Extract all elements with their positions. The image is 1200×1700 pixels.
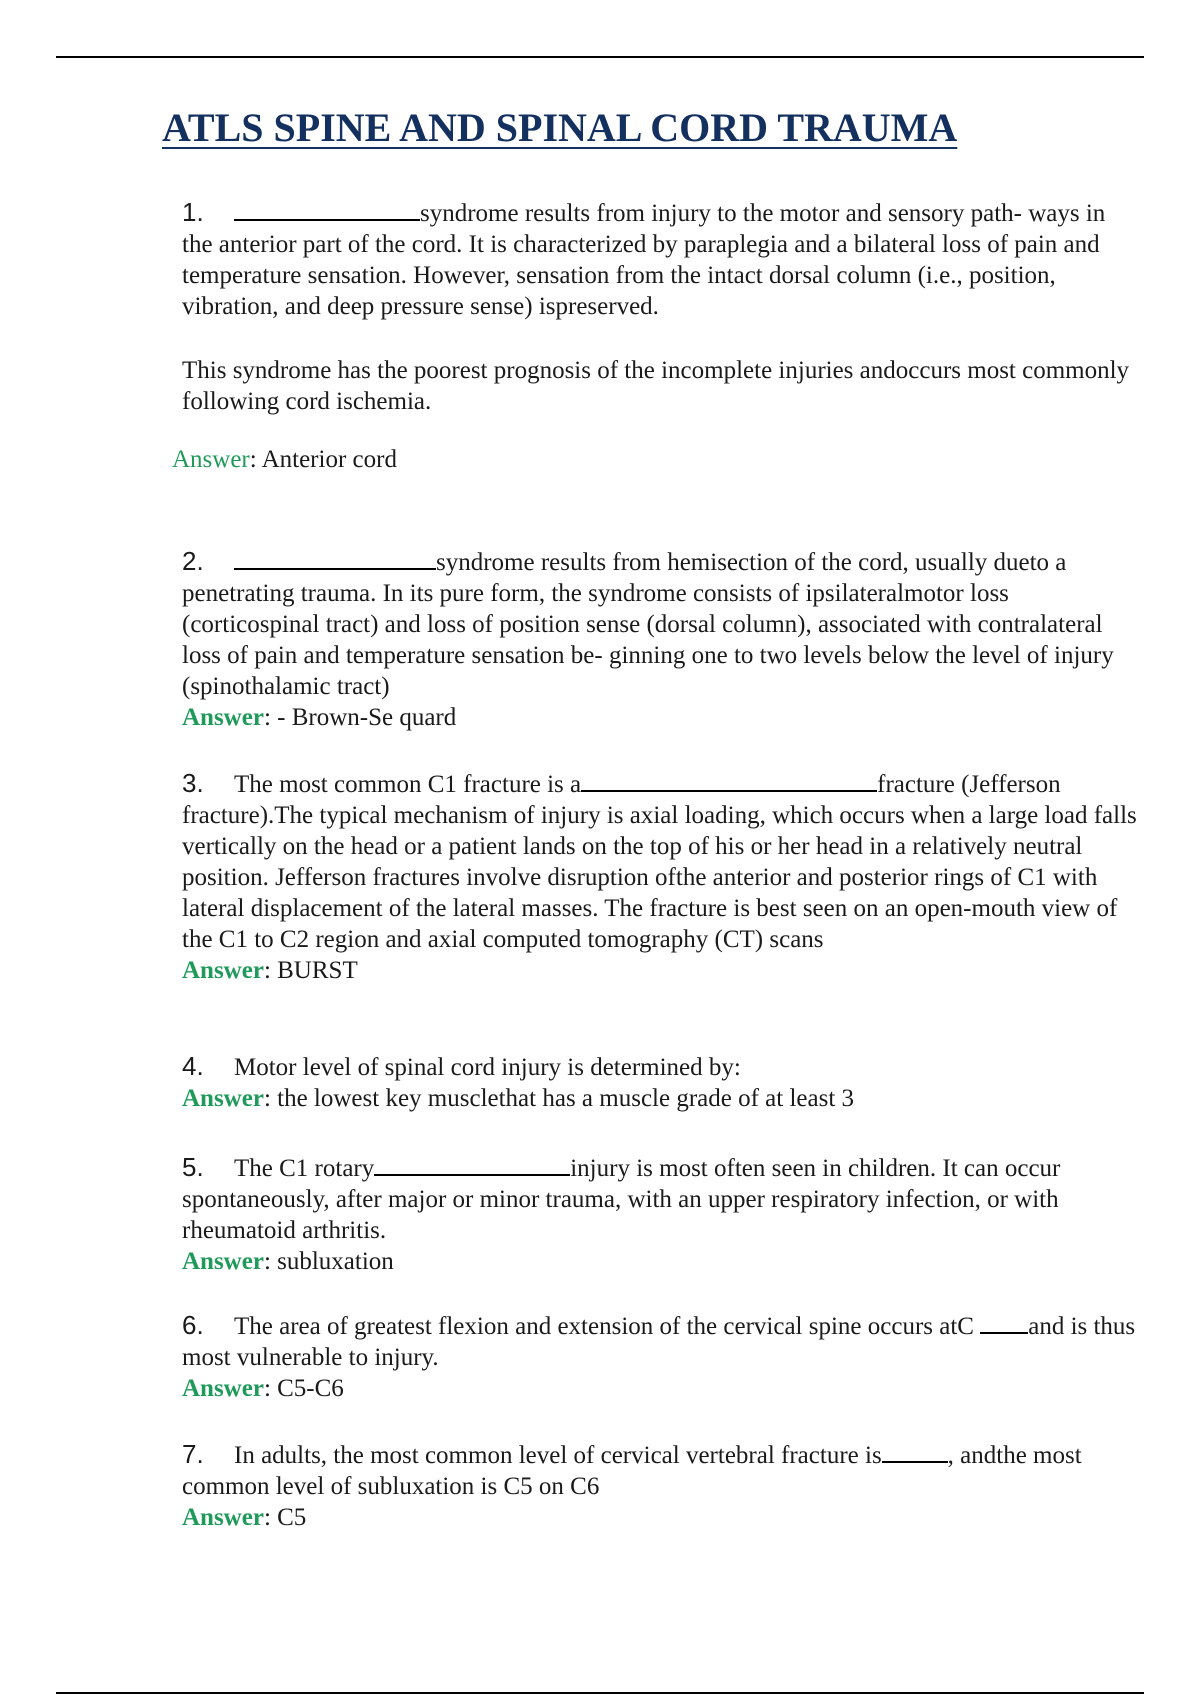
question-7 [182,1439,1142,1533]
question-6-text: 6. The area of greatest flexion and extension of the cervical spine occurs atC and is thus most vulnerable to injury. [182,1310,1136,1371]
top-rule [56,56,1144,58]
answer-6 [182,1373,1142,1404]
answer-text: : C5-C6 [263,1375,344,1402]
answer-label: Answer [182,957,264,984]
answer-1 [172,444,397,475]
answer-label: Answer [182,704,264,731]
fill-blank [374,1152,570,1176]
answer-7 [182,1502,1142,1533]
answer-text: : - Brown-Se quard [263,704,457,731]
question-5 [182,1152,1142,1277]
answer-5 [182,1246,1142,1277]
question-number: 6. [182,1310,204,1340]
question-number: 2. [182,546,204,576]
question-number: 4. [182,1051,204,1081]
answer-text: : BURST [263,957,358,984]
answer-label: Answer [182,1375,264,1402]
question-number: 7. [182,1439,204,1469]
question-2-text: 2. syndrome results from hemisection of the cord, usually dueto a penetrating trauma. In its pure form, the syndrome consists of ipsilateralmotor loss (corticospinal tract) and loss of position sense (dorsal column), associated with contralateral loss of pain and temperature sensation be- ginning one to two levels below the level of injury (spinothalamic tract) [182,546,1114,700]
question-7-text: 7. In adults, the most common level of cervical vertebral fracture is , andthe most common level of subluxation is C5 on C6 [182,1439,1082,1500]
question-2 [182,546,1142,733]
fill-blank [234,197,420,221]
fill-blank [581,768,877,792]
answer-label: Answer [172,446,250,473]
fill-blank [882,1439,948,1463]
question-4-text: 4. Motor level of spinal cord injury is determined by: [182,1051,741,1081]
answer-label: Answer [182,1248,264,1275]
question-number: 1. [182,197,204,227]
question-5-text: 5. The C1 rotary injury is most often seen in children. It can occur spontaneously, after major or minor trauma, with an upper respiratory infection, or with rheumatoid arthritis. [182,1152,1061,1244]
question-1-extra: This syndrome has the poorest prognosis of the incomplete injuries andoccurs most commonly following cord ischemia. [182,357,1130,415]
page-title: ATLS SPINE AND SPINAL CORD TRAUMA [162,105,958,150]
answer-text: : C5 [263,1504,307,1531]
question-1-text: 1. syndrome results from injury to the motor and sensory path- ways in the anterior part of the cord. It is characterized by paraplegia and a bilateral loss of pain and temperature sensation. However, sensation from the intact dorsal column (i.e., position, vibration, and deep pressure sense) ispreserved. [182,197,1106,320]
question-1 [182,197,1142,417]
answer-4 [182,1083,1142,1114]
answer-label: Answer [182,1085,264,1112]
fill-blank [234,546,436,570]
question-6 [182,1310,1142,1404]
question-3 [182,768,1142,986]
fill-blank [980,1310,1028,1334]
question-number: 3. [182,768,204,798]
answer-text: : the lowest key musclethat has a muscle grade of at least 3 [263,1085,855,1112]
answer-2 [182,702,1142,733]
question-number: 5. [182,1152,204,1182]
answer-text: : Anterior cord [249,446,397,473]
answer-label: Answer [182,1504,264,1531]
question-4 [182,1051,1142,1114]
answer-text: : subluxation [263,1248,394,1275]
question-3-text: 3. The most common C1 fracture is a fracture (Jefferson fracture).The typical mechanism of injury is axial loading, which occurs when a large load falls vertically on the head or a patient lands on the top of his or her head in a relatively neutral position. Jefferson fractures involve disruption ofthe anterior and posterior rings of C1 with lateral displacement of the lateral masses. The fracture is best seen on an open-mouth view of the C1 to C2 region and axial computed tomography (CT) scans [182,768,1137,953]
bottom-rule [56,1692,1144,1694]
answer-3 [182,955,1142,986]
